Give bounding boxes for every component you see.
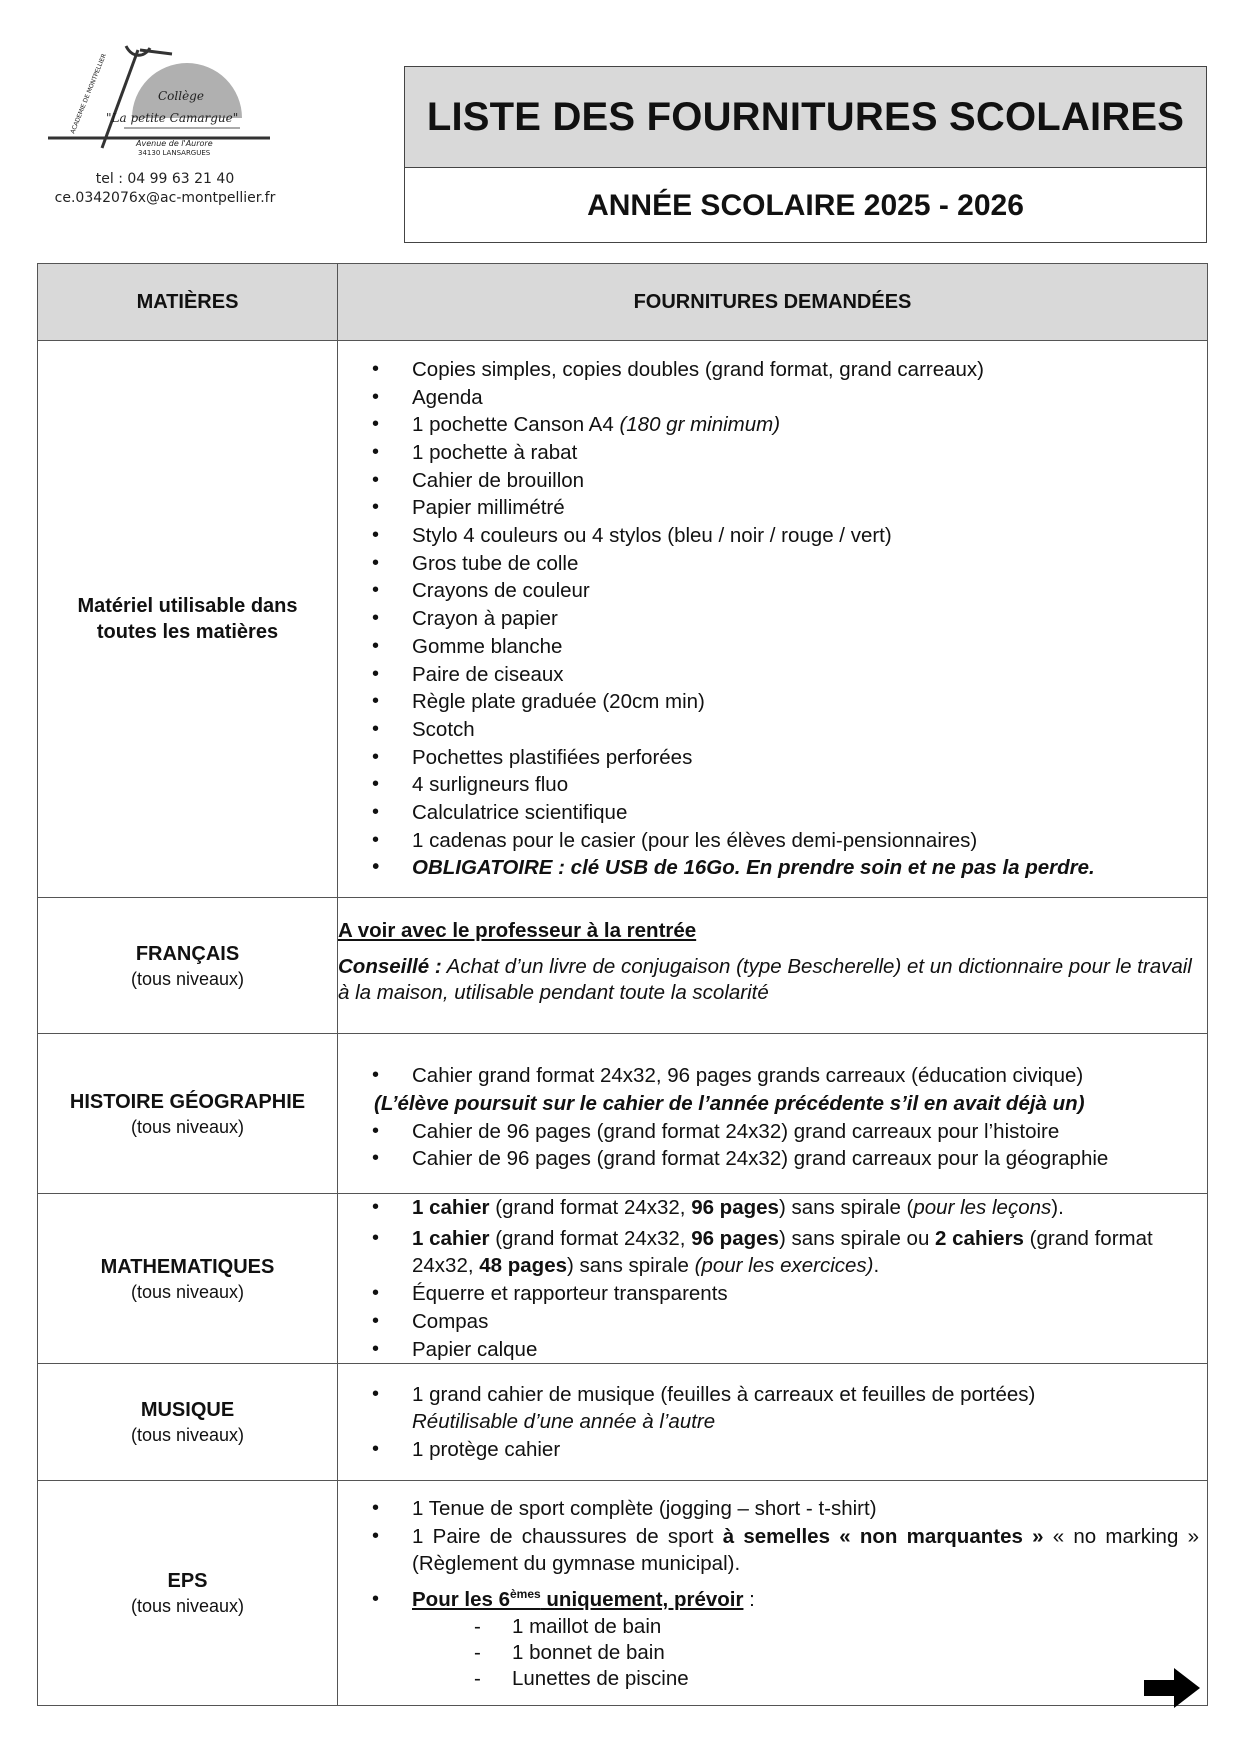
list-item: • Gomme blanche <box>338 633 1207 661</box>
list-item: - 1 maillot de bain <box>338 1614 1199 1640</box>
subject-general-line1: Matériel utilisable dans <box>77 595 298 617</box>
college-logo-icon <box>40 36 280 166</box>
list-item: • 1 Paire de chaussures de sport à semelles « non marquantes » « no marking » (Règlement du gymnase municipal). <box>338 1523 1199 1578</box>
list-item: • 1 cahier (grand format 24x32, 96 pages) sans spirale ou 2 cahiers (grand format 24x32, 48 pages) sans spirale (pour les exercices). <box>338 1225 1207 1280</box>
list-item: • 4 surligneurs fluo <box>338 771 1207 799</box>
logo-address-2: 34130 LANSARGUES <box>138 149 211 157</box>
list-item: • Gros tube de colle <box>338 550 1207 578</box>
subject-level: (tous niveaux) <box>130 1425 245 1446</box>
francais-advice <box>338 954 1207 1006</box>
list-item: • 1 pochette à rabat <box>338 439 1207 467</box>
subject-histoire-name: HISTOIRE GÉOGRAPHIE <box>69 1090 306 1113</box>
list-item-text: 1 pochette Canson A4 <box>412 413 620 437</box>
subject-maths <box>38 1194 338 1364</box>
subject-maths-name: MATHEMATIQUES <box>100 1255 275 1278</box>
table-row-histoire <box>38 1034 1208 1194</box>
contact-phone: tel : 04 99 63 21 40 <box>95 171 235 187</box>
contact-email: ce.0342076x@ac-montpellier.fr <box>54 190 276 206</box>
table-row-general <box>38 341 1208 898</box>
supplies-general <box>338 341 1208 898</box>
list-item <box>338 411 1207 439</box>
subject-level: (tous niveaux) <box>130 1281 245 1302</box>
list-item: • Agenda <box>338 384 1207 412</box>
subject-general <box>38 341 338 898</box>
list-item: • Stylo 4 couleurs ou 4 stylos (bleu / noir / rouge / vert) <box>338 522 1207 550</box>
table-row-eps <box>38 1481 1208 1706</box>
list-item: • 1 cahier (grand format 24x32, 96 pages) sans spirale (pour les leçons). <box>338 1194 1207 1222</box>
list-item: • Papier calque <box>338 1336 1207 1364</box>
list-item: • Crayons de couleur <box>338 577 1207 605</box>
francais-advice-text: Achat d’un livre de conjugaison (type Bescherelle) et un dictionnaire pour le travail à la maison, utilisable pendant toute la scolarité <box>338 955 1192 1004</box>
subject-histoire <box>38 1034 338 1194</box>
list-item: • Papier millimétré <box>338 494 1207 522</box>
supplies-eps <box>338 1481 1208 1706</box>
list-item: • 1 grand cahier de musique (feuilles à carreaux et feuilles de portées) <box>338 1381 1207 1409</box>
francais-heading: A voir avec le professeur à la rentrée <box>338 919 697 942</box>
list-item: • 1 cadenas pour le casier (pour les élèves demi-pensionnaires) <box>338 827 1207 855</box>
title-box <box>404 66 1207 243</box>
supplies-histoire <box>338 1034 1208 1194</box>
subject-eps <box>38 1481 338 1706</box>
contact-info <box>40 170 290 208</box>
subject-musique <box>38 1364 338 1481</box>
canson-note: (180 gr minimum) <box>619 413 781 437</box>
supplies-musique <box>338 1364 1208 1481</box>
list-item: • Cahier grand format 24x32, 96 pages grands carreaux (éducation civique) <box>338 1062 1207 1090</box>
subject-level: (tous niveaux) <box>130 968 245 989</box>
list-item: • Pochettes plastifiées perforées <box>338 744 1207 772</box>
supplies-francais <box>338 898 1208 1034</box>
school-logo <box>40 36 280 166</box>
list-item: • Compas <box>338 1308 1207 1336</box>
subject-level: (tous niveaux) <box>130 1596 245 1617</box>
list-item: • Cahier de 96 pages (grand format 24x32) grand carreaux pour l’histoire <box>338 1118 1207 1146</box>
list-item: • 1 protège cahier <box>338 1436 1207 1464</box>
logo-address-1: Avenue de l'Aurore <box>136 139 213 148</box>
subject-francais <box>38 898 338 1034</box>
list-item: • Pour les 6èmes uniquement, prévoir : <box>338 1586 1199 1614</box>
header-supplies: FOURNITURES DEMANDÉES <box>338 264 1208 341</box>
table-row-maths <box>38 1194 1208 1364</box>
table-row-francais <box>38 898 1208 1034</box>
supplies-maths <box>338 1194 1208 1364</box>
list-item: - Lunettes de piscine <box>338 1666 1199 1692</box>
francais-advice-label: Conseillé : <box>338 955 442 978</box>
list-item: • Cahier de brouillon <box>338 467 1207 495</box>
list-item-mandatory: • OBLIGATOIRE : clé USB de 16Go. En prendre soin et ne pas la perdre. <box>338 854 1207 882</box>
table-header-row <box>38 264 1208 341</box>
header-subjects: MATIÈRES <box>38 264 338 341</box>
page-title: LISTE DES FOURNITURES SCOLAIRES <box>405 67 1206 168</box>
subject-general-line2: toutes les matières <box>96 621 279 643</box>
list-item: • Copies simples, copies doubles (grand format, grand carreaux) <box>338 356 1207 384</box>
logo-name: "La petite Camargue" <box>106 111 239 125</box>
subject-musique-name: MUSIQUE <box>140 1399 235 1422</box>
supplies-table <box>37 263 1208 1706</box>
list-item: • Crayon à papier <box>338 605 1207 633</box>
musique-note: Réutilisable d’une année à l’autre <box>412 1410 716 1434</box>
list-item: • Calculatrice scientifique <box>338 799 1207 827</box>
list-item: • Équerre et rapporteur transparents <box>338 1280 1207 1308</box>
logo-academy: ACADEMIE DE MONTPELLIER <box>69 52 108 135</box>
list-item: • Scotch <box>338 716 1207 744</box>
subject-eps-name: EPS <box>167 1570 208 1593</box>
subject-francais-name: FRANÇAIS <box>135 942 240 965</box>
school-year: ANNÉE SCOLAIRE 2025 - 2026 <box>587 188 1024 222</box>
eps-swim-list <box>338 1614 1199 1692</box>
list-item: • 1 Tenue de sport complète (jogging – short - t-shirt) <box>338 1495 1199 1523</box>
logo-college: Collège <box>158 89 204 103</box>
arrow-right-icon <box>1142 1666 1202 1710</box>
list-item: • Règle plate graduée (20cm min) <box>338 688 1207 716</box>
list-item: • Paire de ciseaux <box>338 661 1207 689</box>
list-item: • Cahier de 96 pages (grand format 24x32) grand carreaux pour la géographie <box>338 1145 1207 1173</box>
histoire-note: (L’élève poursuit sur le cahier de l’année précédente s’il en avait déjà un) <box>374 1091 1085 1115</box>
subject-level: (tous niveaux) <box>130 1116 245 1137</box>
list-item: - 1 bonnet de bain <box>338 1640 1199 1666</box>
table-row-musique <box>38 1364 1208 1481</box>
